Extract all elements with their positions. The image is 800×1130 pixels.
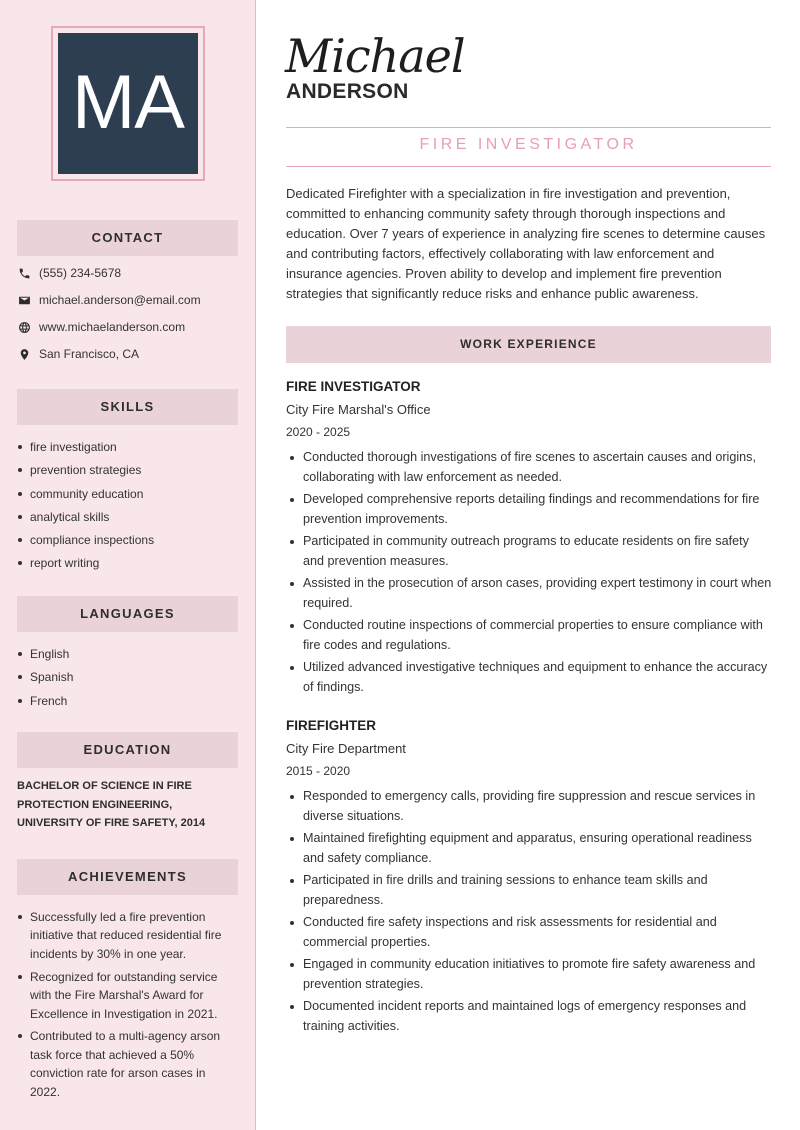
list-item: fire investigation xyxy=(17,438,242,461)
job-entry xyxy=(286,717,772,1039)
job-entry-bullets xyxy=(286,448,772,697)
divider xyxy=(286,127,771,128)
divider xyxy=(286,166,771,167)
job-entry-dates: 2020 - 2025 xyxy=(286,425,351,439)
contact-email-text[interactable]: michael.anderson@email.com xyxy=(39,293,201,307)
achievements-list xyxy=(17,908,237,1106)
list-item: Engaged in community education initiatives to promote fire safety awareness and prevention strategies. xyxy=(286,955,772,994)
list-item: French xyxy=(17,692,242,715)
summary: Dedicated Firefighter with a specialization in fire investigation and prevention, committed to enhancing community safety through thorough inspections and education. Over 7 years of experience in analyzing fire scenes to determine causes and contributing factors, effectively collaborating with law enforcement and insurance agencies. Proven ability to develop and implement fire prevention strategies that significantly reduce risks and enhance public awareness. xyxy=(286,186,766,301)
monogram: MA xyxy=(58,33,198,174)
job-entry-company: City Fire Department xyxy=(286,741,406,756)
list-item: Successfully led a fire prevention initiative that reduced residential fire incidents by 30% in one year. xyxy=(17,908,237,963)
sidebar xyxy=(0,0,256,1130)
first-name: Michael xyxy=(285,29,465,83)
list-item: Conducted routine inspections of commercial properties to ensure compliance with fire codes and regulations. xyxy=(286,616,772,655)
education-heading: EDUCATION xyxy=(17,732,238,768)
job-entry-company: City Fire Marshal's Office xyxy=(286,402,431,417)
job-entry-title: FIRE INVESTIGATOR xyxy=(286,379,421,394)
list-item: prevention strategies xyxy=(17,461,242,484)
education-line: BACHELOR OF SCIENCE IN FIRE xyxy=(17,780,192,792)
list-item: Participated in fire drills and training sessions to enhance team skills and preparedness. xyxy=(286,871,772,910)
last-name: ANDERSON xyxy=(286,80,409,103)
list-item: Assisted in the prosecution of arson cases, providing expert testimony in court when required. xyxy=(286,574,772,613)
job-entry-bullets xyxy=(286,787,772,1036)
work-experience-heading: WORK EXPERIENCE xyxy=(286,326,771,363)
list-item: community education xyxy=(17,485,242,508)
contact-website xyxy=(17,318,185,336)
list-item: English xyxy=(17,645,242,668)
list-item: Spanish xyxy=(17,668,242,691)
list-item: Contributed to a multi-agency arson task force that achieved a 50% conviction rate for arson cases in 2022. xyxy=(17,1027,237,1101)
list-item: Utilized advanced investigative techniques and equipment to enhance the accuracy of findings. xyxy=(286,658,772,697)
job-entry xyxy=(286,378,772,700)
list-item: report writing xyxy=(17,554,242,577)
contact-email xyxy=(17,291,201,309)
achievements-heading: ACHIEVEMENTS xyxy=(17,859,238,895)
list-item: Conducted fire safety inspections and risk assessments for residential and commercial properties. xyxy=(286,913,772,952)
job-entry-title: FIREFIGHTER xyxy=(286,718,376,733)
contact-location-text: San Francisco, CA xyxy=(39,347,140,361)
languages-list xyxy=(17,645,242,715)
phone-icon xyxy=(17,266,31,280)
education-line: UNIVERSITY OF FIRE SAFETY, 2014 xyxy=(17,817,206,829)
list-item: Documented incident reports and maintained logs of emergency responses and training activities. xyxy=(286,997,772,1036)
contact-phone-text[interactable]: (555) 234-5678 xyxy=(39,266,122,280)
list-item: Developed comprehensive reports detailing findings and recommendations for fire prevention improvements. xyxy=(286,490,772,529)
skills-heading: SKILLS xyxy=(17,389,238,425)
list-item: Recognized for outstanding service with the Fire Marshal's Award for Excellence in Investigation in 2021. xyxy=(17,968,237,1023)
list-item: Responded to emergency calls, providing fire suppression and rescue services in diverse situations. xyxy=(286,787,772,826)
list-item: Participated in community outreach programs to educate residents on fire safety and prevention measures. xyxy=(286,532,772,571)
monogram-frame xyxy=(51,26,205,181)
list-item: compliance inspections xyxy=(17,531,242,554)
contact-phone xyxy=(17,264,121,282)
list-item: Maintained firefighting equipment and apparatus, ensuring operational readiness and safety compliance. xyxy=(286,829,772,868)
education-line: PROTECTION ENGINEERING, xyxy=(17,798,173,811)
email-icon xyxy=(17,293,31,307)
job-title: FIRE INVESTIGATOR xyxy=(419,136,638,153)
contact-location xyxy=(17,345,139,363)
education-entry xyxy=(17,777,242,833)
globe-icon xyxy=(17,320,31,334)
list-item: Conducted thorough investigations of fire scenes to ascertain causes and origins, collaborating with law enforcement as needed. xyxy=(286,448,772,487)
languages-heading: LANGUAGES xyxy=(17,596,238,632)
skills-list xyxy=(17,438,242,578)
list-item: analytical skills xyxy=(17,508,242,531)
contact-website-text[interactable]: www.michaelanderson.com xyxy=(39,320,186,334)
job-entry-dates: 2015 - 2020 xyxy=(286,764,351,778)
location-icon xyxy=(17,347,31,361)
contact-heading: CONTACT xyxy=(17,220,238,256)
